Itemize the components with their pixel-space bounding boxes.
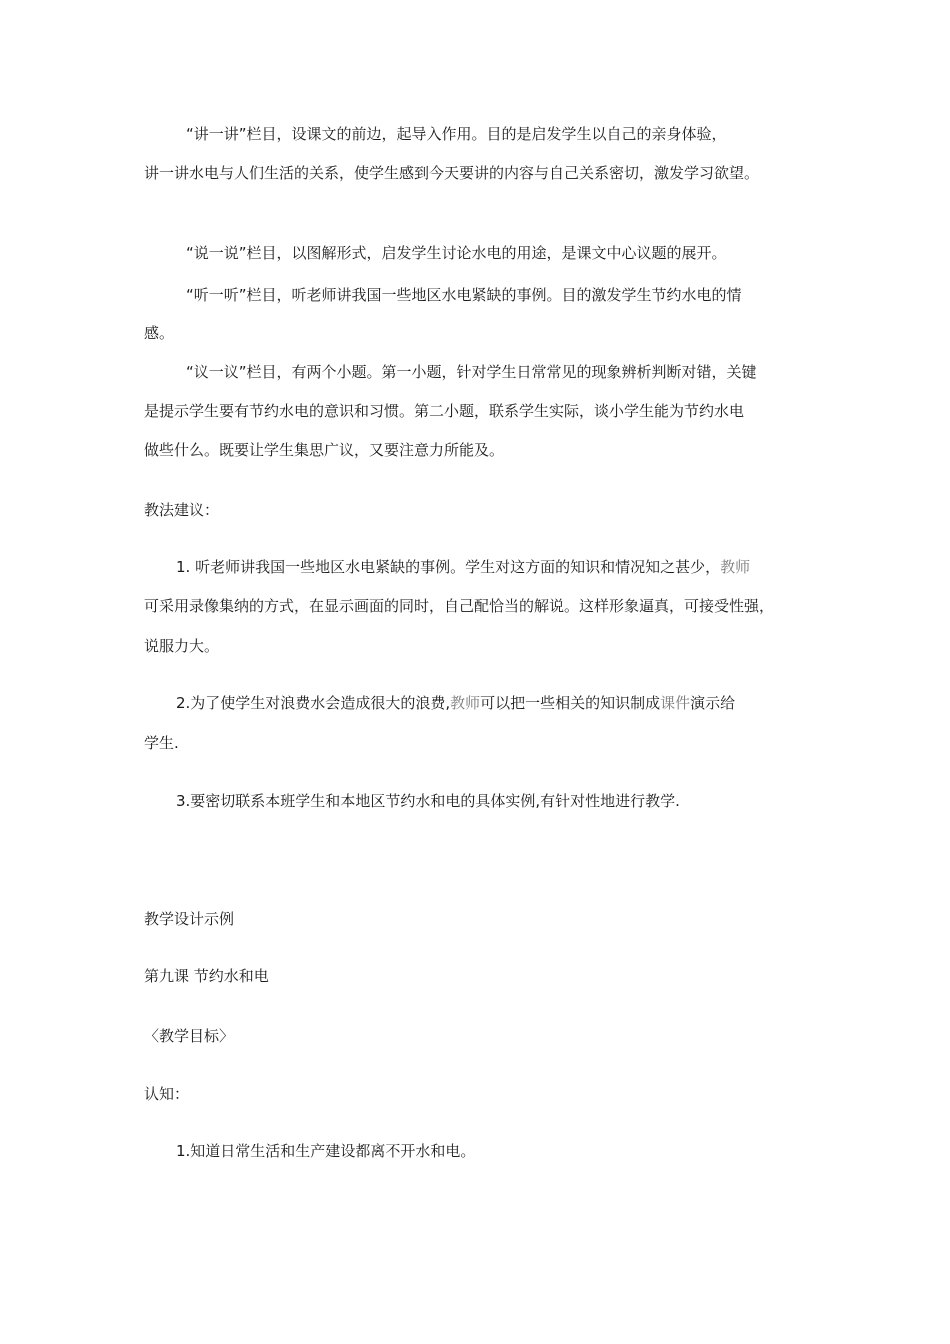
keyword-link[interactable]: 课件 bbox=[660, 694, 691, 712]
list-item-line bbox=[176, 693, 735, 713]
objective-item: 1.知道日常生活和生产建设都离不开水和电。 bbox=[176, 1142, 476, 1160]
list-item-line: 可采用录像集纳的方式，在显示画面的同时，自己配恰当的解说。这样形象逼真，可接受性强， bbox=[144, 597, 775, 615]
paragraph-line: 做些什么。既要让学生集思广议，又要注意力所能及。 bbox=[144, 441, 505, 459]
paragraph-line: “说一说”栏目，以图解形式，启发学生讨论水电的用途，是课文中心议题的展开。 bbox=[186, 244, 727, 262]
paragraph-line: 感。 bbox=[144, 324, 175, 342]
lesson-title: 第九课 节约水和电 bbox=[144, 967, 269, 985]
paragraph-line: “议一议”栏目，有两个小题。第一小题，针对学生日常常见的现象辨析判断对错，关键 bbox=[186, 363, 757, 381]
list-item-text: 演示给 bbox=[690, 694, 736, 712]
keyword-link[interactable]: 教师 bbox=[450, 694, 481, 712]
list-item-line bbox=[176, 557, 750, 577]
cognition-label: 认知： bbox=[144, 1085, 190, 1103]
keyword-link[interactable]: 教师 bbox=[720, 558, 751, 576]
paragraph-line: 讲一讲水电与人们生活的关系，使学生感到今天要讲的内容与自己关系密切，激发学习欲望。 bbox=[144, 164, 760, 182]
section-heading: 教法建议： bbox=[144, 501, 220, 519]
objectives-label: 〈教学目标〉 bbox=[144, 1027, 235, 1045]
list-item-line: 学生. bbox=[144, 734, 179, 752]
paragraph-line: “讲一讲”栏目，设课文的前边，起导入作用。目的是启发学生以自己的亲身体验， bbox=[186, 125, 727, 143]
section-heading: 教学设计示例 bbox=[144, 910, 235, 928]
list-item-line: 3.要密切联系本班学生和本地区节约水和电的具体实例,有针对性地进行教学. bbox=[176, 792, 680, 810]
list-item-text: 2.为了使学生对浪费水会造成很大的浪费, bbox=[176, 694, 451, 712]
list-item-text: 1. 听老师讲我国一些地区水电紧缺的事例。学生对这方面的知识和情况知之甚少， bbox=[176, 558, 721, 576]
paragraph-line: 是提示学生要有节约水电的意识和习惯。第二小题，联系学生实际，谈小学生能为节约水电 bbox=[144, 402, 745, 420]
list-item-text: 可以把一些相关的知识制成 bbox=[480, 694, 661, 712]
paragraph-line: “听一听”栏目，听老师讲我国一些地区水电紧缺的事例。目的激发学生节约水电的情 bbox=[186, 286, 742, 304]
list-item-line: 说服力大。 bbox=[144, 637, 220, 655]
